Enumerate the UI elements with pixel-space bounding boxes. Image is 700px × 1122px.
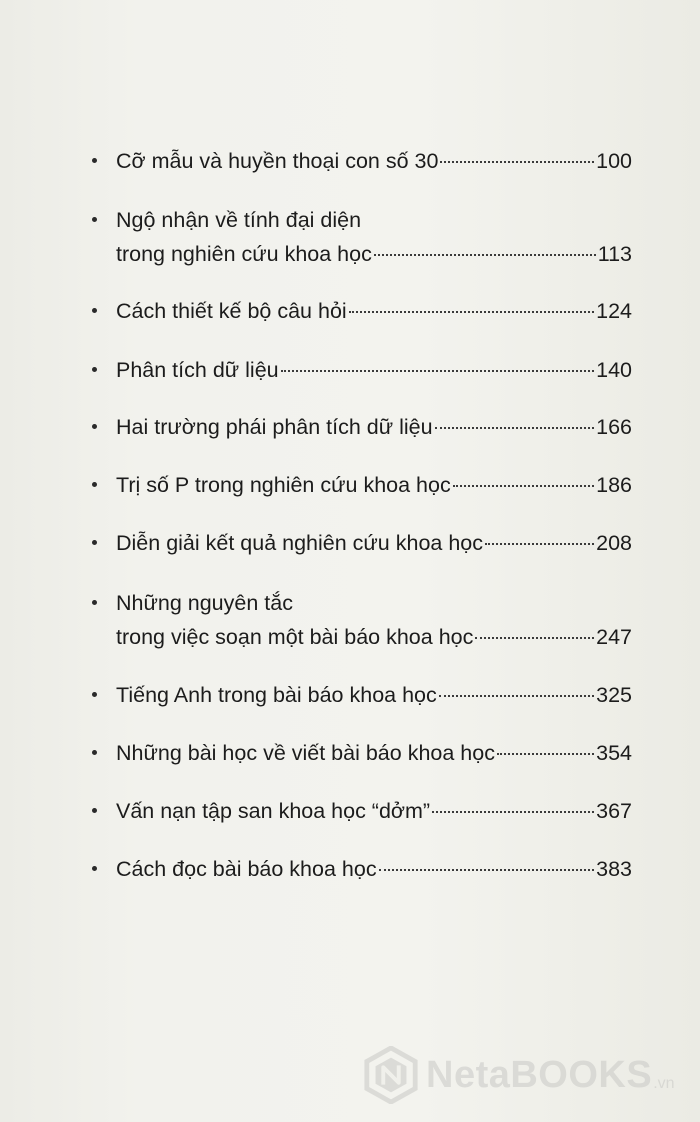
toc-line xyxy=(116,472,632,498)
toc-entry-title-continued: trong việc soạn một bài báo khoa học xyxy=(116,625,474,649)
toc-page-number: 113 xyxy=(597,242,632,266)
bullet-icon xyxy=(92,217,97,222)
netabooks-logo-icon xyxy=(362,1046,420,1104)
toc-line xyxy=(116,740,632,766)
toc-line xyxy=(116,624,632,650)
toc-page-number: 100 xyxy=(596,149,632,173)
dot-leader xyxy=(485,542,594,545)
toc-line xyxy=(116,298,632,324)
toc-page-number: 186 xyxy=(596,473,632,497)
toc-page-number: 124 xyxy=(596,299,632,323)
bullet-icon xyxy=(92,808,97,813)
toc-page-number: 166 xyxy=(596,415,632,439)
toc-entry-title: Tiếng Anh trong bài báo khoa học xyxy=(116,683,437,707)
bullet-icon xyxy=(92,482,97,487)
toc-line xyxy=(116,241,632,267)
dot-leader xyxy=(440,160,594,163)
toc-entry-title: Những nguyên tắc xyxy=(116,591,293,615)
dot-leader xyxy=(432,810,594,813)
toc-line xyxy=(116,682,632,708)
toc-line xyxy=(116,530,632,556)
toc-page-number: 208 xyxy=(596,531,632,555)
toc-line xyxy=(116,207,632,233)
toc-entry-title: Diễn giải kết quả nghiên cứu khoa học xyxy=(116,531,484,555)
watermark-domain: .vn xyxy=(653,1075,675,1092)
dot-leader xyxy=(453,484,594,487)
bullet-icon xyxy=(92,692,97,697)
toc-line xyxy=(116,798,632,824)
dot-leader xyxy=(475,636,594,639)
toc-line xyxy=(116,856,632,882)
dot-leader xyxy=(281,369,595,372)
toc-page-number: 247 xyxy=(596,625,632,649)
watermark-brand: NetaBOOKS xyxy=(426,1053,653,1096)
toc-page-number: 383 xyxy=(596,857,632,881)
bullet-icon xyxy=(92,367,97,372)
bullet-icon xyxy=(92,540,97,545)
toc-entry-title: Phân tích dữ liệu xyxy=(116,358,279,382)
toc-entry-title: Vấn nạn tập san khoa học “dởm” xyxy=(116,799,431,823)
toc-entry-title: Cách đọc bài báo khoa học xyxy=(116,857,377,881)
toc-entry-title: Những bài học về viết bài báo khoa học xyxy=(116,741,495,765)
dot-leader xyxy=(435,426,595,429)
toc-entry-title: Cỡ mẫu và huyền thoại con số 30 xyxy=(116,149,439,173)
bullet-icon xyxy=(92,308,97,313)
toc-page-number: 140 xyxy=(596,358,632,382)
toc-entry-title: Cách thiết kế bộ câu hỏi xyxy=(116,299,347,323)
toc-entry-title-continued: trong nghiên cứu khoa học xyxy=(116,242,372,266)
toc-entry-title: Hai trường phái phân tích dữ liệu xyxy=(116,415,433,439)
toc-line xyxy=(116,357,632,383)
toc-page-number: 325 xyxy=(596,683,632,707)
dot-leader xyxy=(374,253,596,256)
dot-leader xyxy=(349,310,594,313)
toc-line xyxy=(116,414,632,440)
dot-leader xyxy=(379,868,595,871)
bullet-icon xyxy=(92,600,97,605)
toc-page-number: 354 xyxy=(596,741,632,765)
bullet-icon xyxy=(92,424,97,429)
netabooks-watermark xyxy=(362,1040,675,1110)
toc-line xyxy=(116,590,632,616)
dot-leader xyxy=(439,694,594,697)
toc-page-number: 367 xyxy=(596,799,632,823)
dot-leader xyxy=(497,752,594,755)
bullet-icon xyxy=(92,866,97,871)
bullet-icon xyxy=(92,750,97,755)
toc-entry-title: Trị số P trong nghiên cứu khoa học xyxy=(116,473,451,497)
toc-line xyxy=(116,148,632,174)
toc-entry-title: Ngộ nhận về tính đại diện xyxy=(116,208,362,232)
bullet-icon xyxy=(92,158,97,163)
